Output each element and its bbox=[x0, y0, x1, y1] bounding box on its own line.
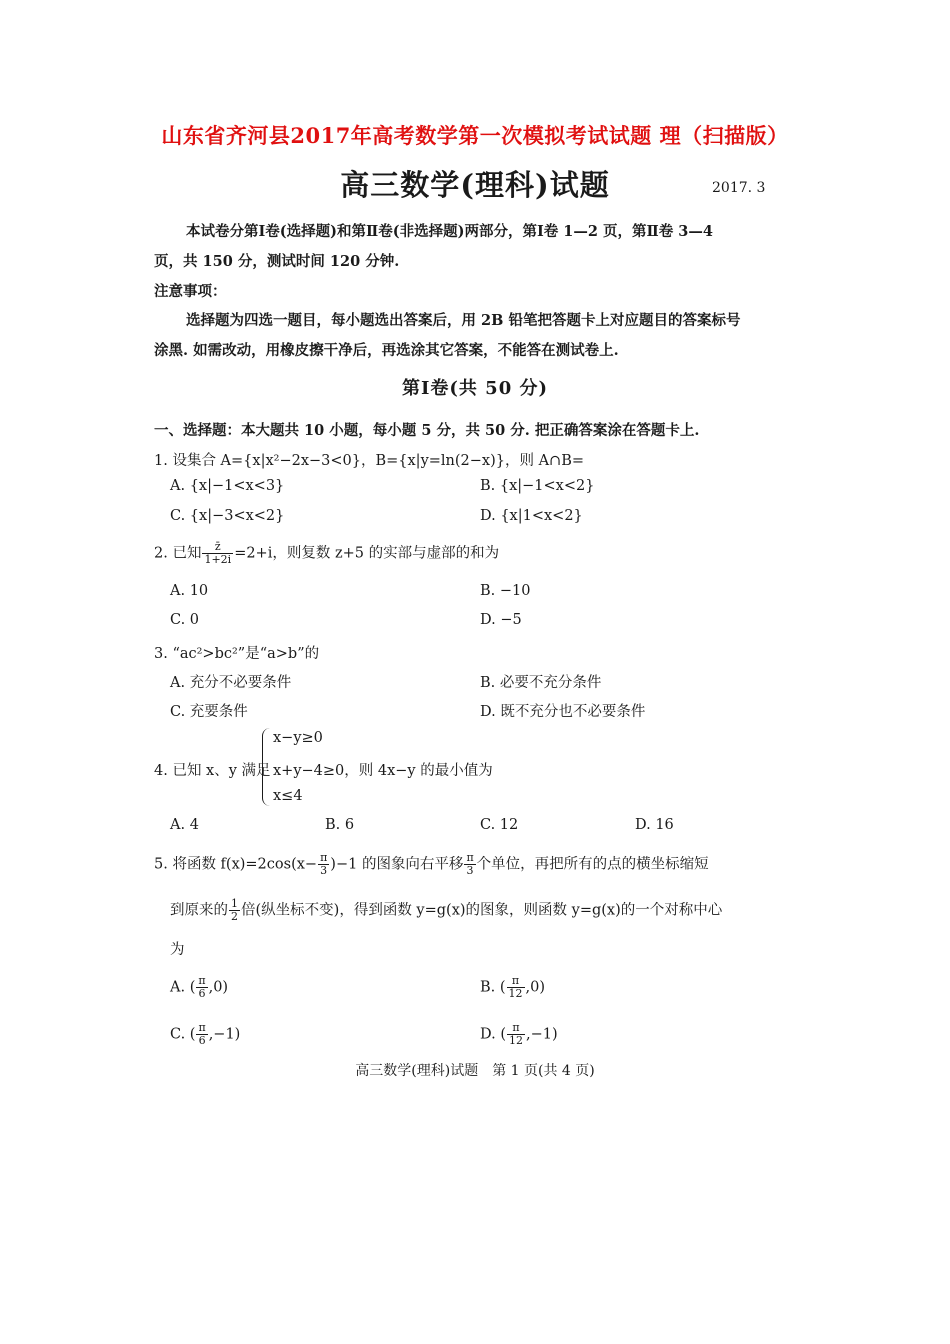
question-3-option-c: C. 充要条件 bbox=[170, 704, 248, 720]
question-1-option-b: B. {x|−1<x<2} bbox=[480, 478, 595, 494]
exam-date: 2017. 3 bbox=[712, 180, 766, 196]
question-5-line-1 bbox=[154, 852, 709, 877]
question-4-condition-1: x−y≥0 bbox=[273, 730, 323, 746]
option-tail: ,0) bbox=[208, 979, 229, 996]
intro-line-1: 本试卷分第Ⅰ卷(选择题)和第Ⅱ卷(非选择题)两部分，第Ⅰ卷 1—2 页，第Ⅱ卷 3—4 bbox=[186, 223, 713, 240]
system-brace bbox=[262, 728, 271, 806]
fraction-numerator: π bbox=[507, 975, 525, 988]
question-2-stem bbox=[154, 541, 499, 566]
notice-line-1: 选择题为四选一题目，每小题选出答案后，用 2B 铅笔把答题卡上对应题目的答案标号 bbox=[186, 312, 741, 329]
question-2-option-b: B. −10 bbox=[480, 583, 531, 599]
q5-fraction-half bbox=[229, 898, 240, 923]
question-5-option-d bbox=[480, 1022, 558, 1047]
question-4-option-d: D. 16 bbox=[635, 817, 674, 833]
question-2-prefix: 2. 已知 bbox=[154, 545, 202, 562]
fraction-numerator: π bbox=[198, 1021, 206, 1034]
question-5-option-a bbox=[170, 975, 228, 1000]
q5-text-b: )−1 的图象向右平移 bbox=[330, 856, 464, 873]
option-tail: ,0) bbox=[525, 979, 546, 996]
option-label: C. ( bbox=[170, 1026, 196, 1043]
question-4-prefix: 4. 已知 x、y 满足 bbox=[154, 763, 271, 779]
fraction-numerator: π bbox=[507, 1022, 525, 1035]
option-label: A. ( bbox=[170, 979, 196, 996]
question-3-option-d: D. 既不充分也不必要条件 bbox=[480, 704, 646, 720]
question-4-condition-2: x+y−4≥0，则 4x−y 的最小值为 bbox=[273, 763, 493, 779]
option-tail: ,−1) bbox=[208, 1026, 241, 1043]
question-4-condition-3: x≤4 bbox=[273, 788, 303, 804]
fraction-numerator: π bbox=[198, 974, 206, 987]
question-2-option-c: C. 0 bbox=[170, 612, 200, 628]
question-2-option-a: A. 10 bbox=[170, 583, 209, 599]
question-2-option-d: D. −5 bbox=[480, 612, 522, 628]
q5-text-a: 5. 将函数 f(x)=2cos(x− bbox=[154, 856, 318, 873]
question-2-fraction bbox=[202, 541, 233, 566]
question-5-option-b bbox=[480, 975, 545, 1000]
fraction-denominator: 3 bbox=[320, 864, 328, 877]
notice-line-2: 涂黑. 如需改动，用橡皮擦干净后，再选涂其它答案，不能答在测试卷上. bbox=[154, 342, 619, 359]
fraction-numerator: z̄ bbox=[202, 541, 233, 554]
fraction-denominator: 3 bbox=[466, 864, 474, 877]
question-4-option-a: A. 4 bbox=[170, 817, 199, 833]
question-1-stem: 1. 设集合 A={x|x²−2x−3<0}，B={x|y=ln(2−x)}，则 A∩B= bbox=[154, 453, 585, 469]
page-footer: 高三数学(理科)试题 第 1 页(共 4 页) bbox=[355, 1063, 595, 1079]
intro-line-2: 页，共 150 分，测试时间 120 分钟. bbox=[154, 253, 400, 270]
fraction-denominator: 12 bbox=[508, 1034, 523, 1047]
q5-fraction-pi-3 bbox=[318, 852, 329, 877]
section-instruction: 一、选择题：本大题共 10 小题，每小题 5 分，共 50 分. 把正确答案涂在答题卡上. bbox=[154, 422, 700, 439]
q5-text-c: 个单位，再把所有的点的横坐标缩短 bbox=[476, 856, 709, 873]
fraction-denominator: 6 bbox=[198, 1034, 206, 1047]
question-5-line-2 bbox=[170, 898, 722, 923]
notice-heading: 注意事项： bbox=[154, 283, 227, 300]
option-label: D. ( bbox=[480, 1026, 506, 1043]
section-heading: 第Ⅰ卷(共 50 分) bbox=[401, 378, 549, 399]
q5-text-d: 到原来的 bbox=[170, 902, 228, 919]
q5-text-e: 倍(纵坐标不变)，得到函数 y=g(x)的图象，则函数 y=g(x)的一个对称中心 bbox=[241, 902, 723, 919]
fraction-numerator: 1 bbox=[231, 897, 238, 910]
fraction-numerator: π bbox=[466, 851, 474, 864]
exam-title: 高三数学(理科)试题 bbox=[340, 168, 610, 202]
option-fraction bbox=[507, 975, 525, 1000]
question-5-line-3: 为 bbox=[170, 942, 185, 958]
question-2-suffix: =2+i，则复数 z+5 的实部与虚部的和为 bbox=[234, 545, 500, 562]
option-fraction bbox=[196, 1022, 207, 1047]
question-1-option-a: A. {x|−1<x<3} bbox=[170, 478, 285, 494]
q5-fraction-shift bbox=[464, 852, 475, 877]
question-4-option-c: C. 12 bbox=[480, 817, 519, 833]
fraction-numerator: π bbox=[320, 851, 328, 864]
question-3-stem: 3. “ac²>bc²”是“a>b”的 bbox=[154, 646, 320, 662]
fraction-denominator: 2 bbox=[231, 910, 238, 923]
question-1-option-c: C. {x|−3<x<2} bbox=[170, 508, 285, 524]
option-fraction bbox=[507, 1022, 525, 1047]
option-label: B. ( bbox=[480, 979, 506, 996]
question-4-option-b: B. 6 bbox=[325, 817, 355, 833]
option-tail: ,−1) bbox=[525, 1026, 558, 1043]
question-5-option-c bbox=[170, 1022, 240, 1047]
question-1-option-d: D. {x|1<x<2} bbox=[480, 508, 583, 524]
question-3-option-b: B. 必要不充分条件 bbox=[480, 675, 602, 691]
option-fraction bbox=[196, 975, 207, 1000]
question-3-option-a: A. 充分不必要条件 bbox=[170, 675, 292, 691]
fraction-denominator: 1+2i bbox=[204, 553, 232, 566]
fraction-denominator: 12 bbox=[508, 987, 523, 1000]
fraction-denominator: 6 bbox=[198, 987, 206, 1000]
document-title: 山东省齐河县2017年高考数学第一次模拟考试试题 理（扫描版） bbox=[161, 123, 789, 148]
